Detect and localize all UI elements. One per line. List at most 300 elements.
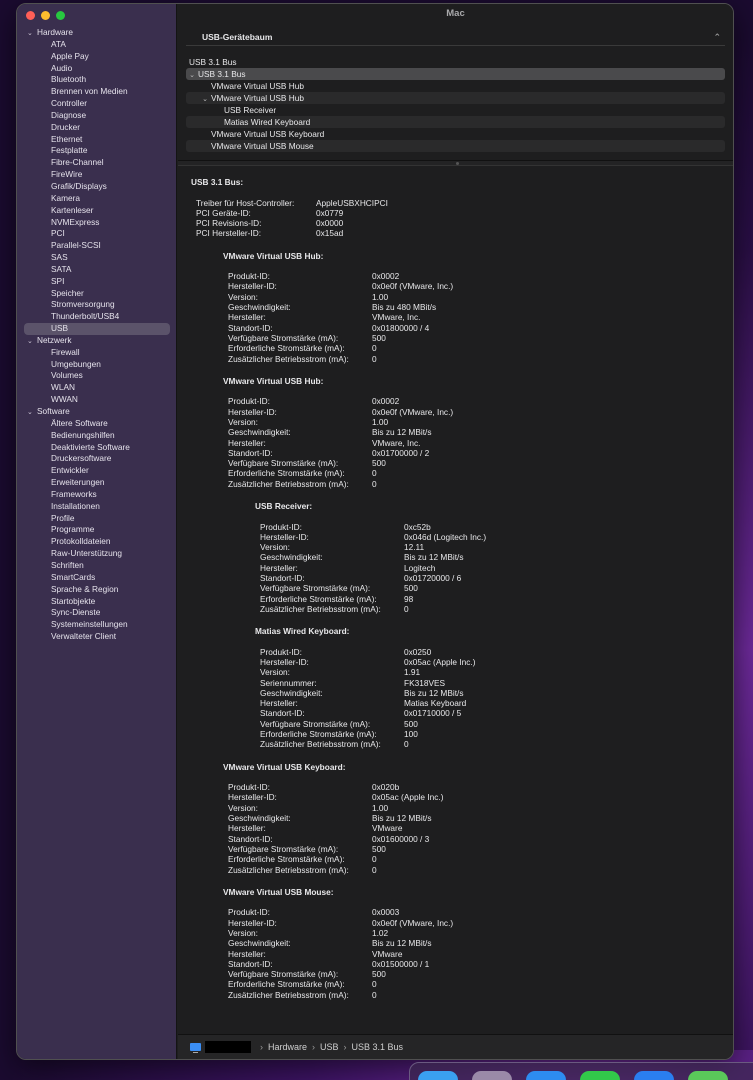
breadcrumb (255, 1042, 403, 1052)
property-row (191, 647, 723, 657)
zoom-button[interactable] (56, 11, 65, 20)
minimize-button[interactable] (41, 11, 50, 20)
property-value: Bis zu 12 MBit/s (372, 938, 432, 949)
property-value: VMware (372, 823, 403, 834)
property-row (191, 583, 723, 593)
sidebar-item-schriften[interactable]: Schriften (51, 559, 84, 570)
sidebar-item-startobjekte[interactable]: Startobjekte (51, 595, 96, 606)
property-key: Zusätzlicher Betriebsstrom (mA): (260, 739, 381, 750)
property-key: Erforderliche Stromstärke (mA): (228, 854, 345, 865)
sidebar-category-software[interactable] (17, 406, 177, 418)
property-key: Geschwindigkeit: (228, 813, 291, 824)
path-bar (178, 1034, 733, 1059)
property-key: Verfügbare Stromstärke (mA): (228, 332, 339, 343)
disclosure-triangle-icon[interactable]: ⌄ (202, 96, 208, 103)
property-row (191, 854, 723, 864)
device-heading: VMware Virtual USB Keyboard: (223, 761, 346, 772)
property-value: 0x046d (Logitech Inc.) (404, 531, 487, 542)
property-row (191, 208, 723, 218)
sidebar-item-diagnose[interactable]: Diagnose (51, 109, 87, 120)
sidebar-item-ethernet[interactable]: Ethernet (51, 133, 83, 144)
property-value: 0x01600000 / 3 (372, 833, 430, 844)
spacer (191, 262, 723, 272)
split-divider[interactable] (178, 160, 733, 166)
mail-icon[interactable] (634, 1071, 674, 1080)
sidebar (17, 4, 177, 1059)
property-key: Version: (260, 542, 290, 553)
property-key: Hersteller: (228, 312, 266, 323)
sidebar-category-netzwerk[interactable] (17, 335, 177, 347)
property-key: Geschwindigkeit: (228, 427, 291, 438)
property-row (191, 427, 723, 437)
device-tree-label: VMware Virtual USB Keyboard (211, 129, 325, 139)
property-key: Hersteller: (228, 948, 266, 959)
property-value: Logitech (404, 562, 436, 573)
property-value: Bis zu 12 MBit/s (404, 687, 464, 698)
property-key: Treiber für Host-Controller: (196, 197, 295, 208)
property-value: VMware, Inc. (372, 437, 421, 448)
property-row (191, 688, 723, 698)
property-row (191, 949, 723, 959)
device-heading: VMware Virtual USB Hub: (223, 250, 324, 261)
sidebar-item-profile[interactable]: Profile (51, 512, 75, 523)
property-row (191, 698, 723, 708)
device-tree-label: VMware Virtual USB Hub (211, 93, 304, 103)
sidebar-item-usb[interactable]: USB (24, 323, 170, 335)
property-row (191, 834, 723, 844)
property-key: Verfügbare Stromstärke (mA): (260, 718, 371, 729)
property-row (191, 312, 723, 322)
property-key: Hersteller-ID: (228, 792, 277, 803)
property-value: 0x020b (372, 782, 400, 793)
sidebar-item-bedienungshilfen[interactable]: Bedienungshilfen (51, 429, 115, 440)
sidebar-item-wlan[interactable]: WLAN (51, 382, 75, 393)
device-tree-row[interactable] (186, 104, 725, 116)
property-value: 500 (372, 332, 386, 343)
property-value: 0x05ac (Apple Inc.) (404, 657, 476, 667)
property-value: 0 (372, 989, 377, 1000)
sidebar-item-speicher[interactable]: Speicher (51, 287, 84, 298)
property-key: Verfügbare Stromstärke (mA): (228, 843, 339, 854)
property-value: 0x01500000 / 1 (372, 958, 430, 969)
property-key: Erforderliche Stromstärke (mA): (228, 343, 345, 354)
property-row (191, 979, 723, 989)
property-key: Standort-ID: (260, 708, 305, 719)
sidebar-item-erweiterungen[interactable]: Erweiterungen (51, 477, 105, 488)
property-key: PCI Geräte-ID: (196, 207, 251, 218)
property-key: Geschwindigkeit: (228, 302, 291, 313)
disclosure-triangle-icon[interactable]: ⌄ (189, 72, 195, 79)
property-value: 0x0e0f (VMware, Inc.) (372, 917, 454, 928)
property-key: Hersteller: (260, 562, 298, 573)
device-tree-label: Matias Wired Keyboard (224, 117, 311, 127)
sidebar-item-druckersoftware[interactable]: Druckersoftware (51, 453, 112, 464)
property-value: Bis zu 12 MBit/s (372, 813, 432, 824)
property-row (191, 448, 723, 458)
breadcrumb-separator: › (260, 1042, 263, 1052)
sidebar-item-ältere-software[interactable]: Ältere Software (51, 417, 108, 428)
property-row (191, 281, 723, 291)
property-value: 0x0e0f (VMware, Inc.) (372, 281, 454, 292)
sidebar-item-sprache-region[interactable]: Sprache & Region (51, 583, 119, 594)
spacer (191, 750, 723, 761)
property-value: 0xc52b (404, 521, 431, 532)
property-value: 0x0002 (372, 396, 400, 407)
property-key: Zusätzlicher Betriebsstrom (mA): (260, 603, 381, 614)
device-tree-title: USB-Gerätebaum (202, 32, 273, 42)
sidebar-item-kamera[interactable]: Kamera (51, 192, 81, 203)
property-row (191, 343, 723, 353)
sidebar-item-fibre-channel[interactable]: Fibre-Channel (51, 157, 104, 168)
sidebar-item-bluetooth[interactable]: Bluetooth (51, 74, 87, 85)
sidebar-item-controller[interactable]: Controller (51, 98, 87, 109)
property-key: Erforderliche Stromstärke (mA): (260, 729, 377, 740)
property-value: 1.91 (404, 667, 421, 678)
property-value: 0 (372, 478, 377, 489)
redacted-computer-name (205, 1041, 251, 1053)
sidebar-item-apple-pay[interactable]: Apple Pay (51, 50, 89, 61)
property-value: 0x0000 (316, 218, 344, 229)
divider-handle[interactable] (456, 162, 459, 165)
device-heading: VMware Virtual USB Mouse: (223, 886, 334, 897)
spacer (191, 637, 723, 647)
spacer (191, 364, 723, 375)
sidebar-item-umgebungen[interactable]: Umgebungen (51, 358, 101, 369)
sidebar-item-brennen-von-medien[interactable]: Brennen von Medien (51, 86, 128, 97)
property-key: Zusätzlicher Betriebsstrom (mA): (228, 353, 349, 364)
property-key: Version: (228, 291, 258, 302)
property-value: 1.00 (372, 802, 389, 813)
property-row (191, 928, 723, 938)
breadcrumb-item-usb[interactable]: USB (320, 1042, 339, 1052)
property-value: Bis zu 12 MBit/s (404, 552, 464, 563)
system-information-window (16, 3, 734, 1060)
property-key: Hersteller: (260, 698, 298, 709)
device-tree-label: VMware Virtual USB Hub (211, 81, 304, 91)
window-title: Mac (446, 8, 465, 19)
sidebar-item-volumes[interactable]: Volumes (51, 370, 83, 381)
property-key: Produkt-ID: (228, 907, 270, 918)
property-row (191, 563, 723, 573)
property-row (191, 729, 723, 739)
sidebar-category-label: Netzwerk (37, 334, 72, 345)
property-row (191, 657, 723, 667)
sidebar-item-systemeinstellungen[interactable]: Systemeinstellungen (51, 619, 128, 630)
sidebar-item-verwalteter-client[interactable]: Verwalteter Client (51, 631, 117, 642)
sidebar-item-stromversorgung[interactable]: Stromversorgung (51, 299, 115, 310)
property-value: 0x05ac (Apple Inc.) (372, 792, 444, 803)
sidebar-item-nvmexpress[interactable]: NVMExpress (51, 216, 100, 227)
device-tree-row[interactable] (186, 68, 725, 80)
sidebar-item-spi[interactable]: SPI (51, 275, 65, 286)
property-key: Produkt-ID: (260, 521, 302, 532)
sidebar-item-sas[interactable]: SAS (51, 252, 68, 263)
property-row (191, 198, 723, 208)
property-value: 0 (404, 603, 409, 614)
property-row (191, 228, 723, 238)
property-row (191, 522, 723, 532)
property-row (191, 823, 723, 833)
property-value: 0 (372, 468, 377, 479)
property-value: FK318VES (404, 677, 446, 688)
property-row (191, 271, 723, 281)
device-tree-label: USB Receiver (224, 105, 277, 115)
property-row (191, 323, 723, 333)
property-key: Hersteller-ID: (228, 281, 277, 292)
property-key: Zusätzlicher Betriebsstrom (mA): (228, 989, 349, 1000)
property-row (191, 813, 723, 823)
property-value: 0 (372, 864, 377, 875)
sidebar-item-grafik-displays[interactable]: Grafik/Displays (51, 180, 107, 191)
spacer (191, 875, 723, 886)
property-value: 0 (372, 353, 377, 364)
property-row (191, 739, 723, 749)
spacer (191, 614, 723, 625)
property-value: 0x15ad (316, 228, 344, 239)
property-key: Hersteller-ID: (228, 406, 277, 417)
property-row (191, 918, 723, 928)
property-row (191, 594, 723, 604)
property-row (191, 292, 723, 302)
property-value: 0 (404, 739, 409, 750)
property-row (191, 333, 723, 343)
breadcrumb-item-usb-3-1-bus[interactable]: USB 3.1 Bus (351, 1042, 404, 1052)
sidebar-item-entwickler[interactable]: Entwickler (51, 465, 89, 476)
property-row (191, 990, 723, 1000)
property-value: Matias Keyboard (404, 698, 467, 709)
sidebar-item-programme[interactable]: Programme (51, 524, 95, 535)
property-key: Seriennummer: (260, 677, 317, 688)
property-value: 0x01720000 / 6 (404, 573, 462, 584)
property-row (191, 542, 723, 552)
sidebar-item-kartenleser[interactable]: Kartenleser (51, 204, 94, 215)
main-pane (178, 4, 733, 1059)
spacer (191, 1000, 723, 1011)
property-value: 0 (372, 854, 377, 865)
maps-icon[interactable] (688, 1071, 728, 1080)
detail-view (191, 176, 723, 1011)
device-tree-label: USB 3.1 Bus (198, 69, 246, 79)
property-row (191, 354, 723, 364)
device-heading: Matias Wired Keyboard: (255, 626, 350, 637)
property-row (191, 678, 723, 688)
property-key: Standort-ID: (228, 833, 273, 844)
property-value: 500 (404, 718, 418, 729)
property-row (191, 782, 723, 792)
property-key: Produkt-ID: (228, 782, 270, 793)
property-row (191, 552, 723, 562)
breadcrumb-item-hardware[interactable]: Hardware (268, 1042, 308, 1052)
property-key: Verfügbare Stromstärke (mA): (260, 583, 371, 594)
property-key: Version: (228, 416, 258, 427)
property-row (191, 959, 723, 969)
device-heading: USB Receiver: (255, 501, 313, 512)
device-tree-row[interactable] (186, 116, 725, 128)
sidebar-item-parallel-scsi[interactable]: Parallel-SCSI (51, 240, 101, 251)
spacer (191, 898, 723, 908)
device-tree-row[interactable] (186, 128, 725, 140)
property-key: Verfügbare Stromstärke (mA): (228, 969, 339, 980)
property-key: Erforderliche Stromstärke (mA): (228, 468, 345, 479)
sidebar-item-audio[interactable]: Audio (51, 62, 73, 73)
property-value: 0x01700000 / 2 (372, 447, 430, 458)
sidebar-item-ata[interactable]: ATA (51, 38, 66, 49)
property-row (191, 417, 723, 427)
property-value: 1.00 (372, 416, 389, 427)
sidebar-item-pci[interactable]: PCI (51, 228, 65, 239)
property-key: Erforderliche Stromstärke (mA): (228, 979, 345, 990)
launchpad-icon[interactable] (472, 1071, 512, 1080)
property-row (191, 218, 723, 228)
property-value: 0x0003 (372, 907, 400, 918)
device-tree-row[interactable] (186, 56, 725, 68)
sidebar-item-sata[interactable]: SATA (51, 263, 72, 274)
property-row (191, 708, 723, 718)
property-key: Zusätzlicher Betriebsstrom (mA): (228, 864, 349, 875)
sidebar-item-frameworks[interactable]: Frameworks (51, 488, 97, 499)
device-tree-row[interactable] (186, 92, 725, 104)
property-value: Bis zu 12 MBit/s (372, 427, 432, 438)
property-key: Hersteller-ID: (260, 531, 309, 542)
property-key: Standort-ID: (228, 958, 273, 969)
property-row (191, 479, 723, 489)
breadcrumb-separator: › (343, 1042, 347, 1052)
property-key: Hersteller: (228, 437, 266, 448)
property-key: Hersteller: (228, 823, 266, 834)
sidebar-category-label: Hardware (37, 27, 73, 37)
messages-icon[interactable] (580, 1071, 620, 1080)
spacer (191, 512, 723, 522)
sidebar-item-deaktivierte-software[interactable]: Deaktivierte Software (51, 441, 130, 452)
close-button[interactable] (26, 11, 35, 20)
property-value: 1.02 (372, 927, 389, 938)
property-key: Verfügbare Stromstärke (mA): (228, 458, 339, 469)
sidebar-item-smartcards[interactable]: SmartCards (51, 571, 96, 582)
property-row (191, 938, 723, 948)
dock (409, 1062, 753, 1080)
property-value: 0x0e0f (VMware, Inc.) (372, 406, 454, 417)
property-key: Hersteller-ID: (260, 657, 309, 667)
property-key: Standort-ID: (260, 573, 305, 584)
property-value: 0 (372, 343, 377, 354)
property-value: VMware, Inc. (372, 312, 421, 323)
property-row (191, 792, 723, 802)
sidebar-item-thunderbolt-usb4[interactable]: Thunderbolt/USB4 (51, 311, 120, 322)
chevron-down-icon[interactable]: ⌄ (27, 30, 33, 37)
property-value: 0x0002 (372, 271, 400, 282)
device-tree-row[interactable] (186, 140, 725, 152)
property-value: 0 (372, 979, 377, 990)
property-key: Version: (228, 927, 258, 938)
device-tree-label: USB 3.1 Bus (189, 57, 237, 67)
property-value: 0x0250 (404, 646, 432, 657)
chevron-down-icon[interactable]: ⌄ (27, 337, 33, 345)
property-key: Standort-ID: (228, 322, 273, 333)
sidebar-item-raw-unterstützung[interactable]: Raw-Unterstützung (51, 548, 123, 559)
property-row (191, 407, 723, 417)
sidebar-tree (17, 27, 177, 643)
property-row (191, 865, 723, 875)
property-value: 500 (372, 843, 386, 854)
property-row (191, 438, 723, 448)
device-tree-row[interactable] (186, 80, 725, 92)
safari-icon[interactable] (526, 1071, 566, 1080)
property-row (191, 573, 723, 583)
property-value: Bis zu 480 MBit/s (372, 302, 437, 313)
property-row (191, 532, 723, 542)
computer-icon (190, 1043, 201, 1051)
property-value: 500 (404, 583, 418, 594)
property-key: Produkt-ID: (228, 271, 270, 282)
usb-device-tree (186, 56, 725, 152)
property-row (191, 803, 723, 813)
property-row (191, 844, 723, 854)
property-key: Version: (228, 802, 258, 813)
sidebar-item-drucker[interactable]: Drucker (51, 121, 81, 132)
spacer (191, 188, 723, 198)
sidebar-item-festplatte[interactable]: Festplatte (51, 145, 88, 156)
property-value: 100 (404, 729, 418, 740)
device-tree-label: VMware Virtual USB Mouse (211, 141, 314, 151)
property-row (191, 907, 723, 917)
spacer (191, 239, 723, 250)
property-row (191, 604, 723, 614)
sidebar-item-wwan[interactable]: WWAN (51, 394, 78, 405)
property-key: Hersteller-ID: (228, 917, 277, 928)
property-value: 12.11 (404, 542, 425, 553)
property-row (191, 468, 723, 478)
property-key: Erforderliche Stromstärke (mA): (260, 593, 377, 604)
property-row (191, 458, 723, 468)
property-key: Version: (260, 667, 290, 678)
sidebar-category-hardware[interactable] (17, 27, 177, 39)
property-row (191, 302, 723, 312)
breadcrumb-separator: › (312, 1042, 316, 1052)
property-value: 500 (372, 969, 386, 980)
property-value: AppleUSBXHCIPCI (316, 197, 388, 208)
window-controls (26, 11, 65, 20)
property-key: Standort-ID: (228, 447, 273, 458)
property-value: 500 (372, 458, 386, 469)
property-row (191, 969, 723, 979)
sidebar-item-protokolldateien[interactable]: Protokolldateien (51, 536, 111, 547)
finder-icon[interactable] (418, 1071, 458, 1080)
property-key: PCI Hersteller-ID: (196, 228, 262, 239)
chevron-down-icon[interactable]: ⌄ (27, 409, 33, 416)
chevron-up-icon[interactable]: ⌃ (713, 32, 721, 42)
sidebar-item-firewire[interactable]: FireWire (51, 169, 83, 180)
property-key: Produkt-ID: (228, 396, 270, 407)
property-key: Produkt-ID: (260, 646, 302, 657)
property-key: Geschwindigkeit: (260, 552, 323, 563)
sidebar-item-sync-dienste[interactable]: Sync-Dienste (51, 607, 101, 618)
property-key: PCI Revisions-ID: (196, 218, 262, 229)
property-value: 0x01710000 / 5 (404, 708, 462, 719)
property-row (191, 396, 723, 406)
spacer (191, 387, 723, 397)
sidebar-category-label: Software (37, 406, 70, 416)
sidebar-item-firewall[interactable]: Firewall (51, 346, 80, 357)
property-key: Zusätzlicher Betriebsstrom (mA): (228, 478, 349, 489)
property-key: Geschwindigkeit: (228, 938, 291, 949)
device-heading: VMware Virtual USB Hub: (223, 375, 324, 386)
sidebar-item-installationen[interactable]: Installationen (51, 500, 100, 511)
spacer (191, 489, 723, 500)
device-tree-header[interactable] (186, 30, 725, 46)
spacer (191, 773, 723, 783)
property-row (191, 719, 723, 729)
property-value: 1.00 (372, 291, 389, 302)
